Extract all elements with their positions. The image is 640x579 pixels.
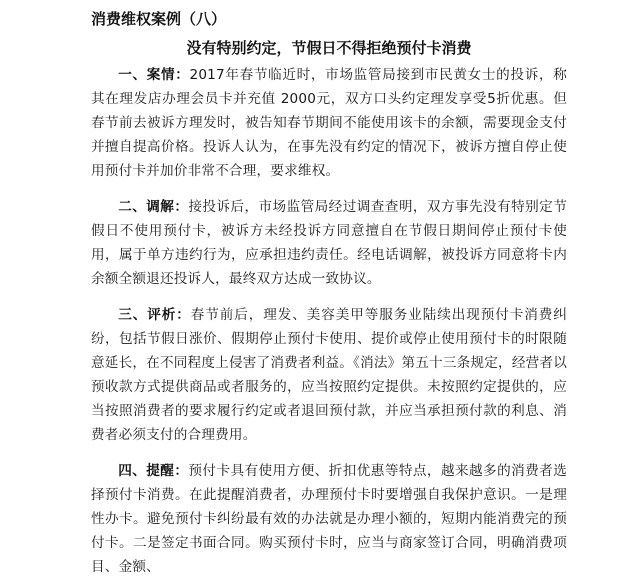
- section-label: 二、调解：: [118, 199, 189, 215]
- case-title: 消费维权案例（八）: [91, 10, 227, 28]
- section-label: 四、提醒：: [118, 463, 189, 479]
- section-reminder: [91, 459, 567, 579]
- section-mediation: [91, 195, 567, 291]
- section-label: 三、评析：: [118, 307, 191, 323]
- section-label: 一、案情：: [118, 67, 190, 83]
- section-case: [91, 63, 567, 183]
- section-analysis: [91, 303, 567, 447]
- section-text: 预付卡具有使用方便、折扣优惠等特点，越来越多的消费者选择预付卡消费。在此提醒消费者，办理预付卡时要增强自我保护意识。一是理性办卡。避免预付卡纠纷最有效的办法就是办理小额的，短期内能消费完的预付卡。二是签定书面合同。购买预付卡时，应当与商家签订合同，明确消费项目、金额、: [91, 463, 568, 575]
- section-text: 接投诉后，市场监管局经过调查查明，双方事先没有特别定节假日不使用预付卡，被诉方未经投诉方同意擅自在节假日期间停止预付卡使用，属于单方违约行为，应承担违约责任。经电话调解，被投诉方同意将卡内余额全额退还投诉人，最终双方达成一致协议。: [91, 199, 568, 287]
- section-text: 春节前后，理发、美容美甲等服务业陆续出现预付卡消费纠纷，包括节假日涨价、假期停止预付卡使用、提价或停止使用预付卡的时限随意延长，在不同程度上侵害了消费者利益。《消法》第五十三条规定，经营者以预收款方式提供商品或者服务的，应当按照约定提供。未按照约定提供的，应当按照消费者的要求履行约定或者退回预付款，并应当承担预付款的利息、消费者必须支付的合理费用。: [91, 307, 568, 443]
- article-subtitle: 没有特别约定，节假日不得拒绝预付卡消费: [186, 39, 472, 57]
- section-text: 2017年春节临近时，市场监管局接到市民黄女士的投诉，称其在理发店办理会员卡并充值 2000元，双方口头约定理发享受5折优惠。但春节前去被诉方理发时，被告知春节期间不能使用该卡的余额，需要现金支付并擅自提高价格。投诉人认为，在事先没有约定的情况下，被诉方擅自停止使用预付卡并加价非常不合理，要求维权。: [91, 67, 567, 179]
